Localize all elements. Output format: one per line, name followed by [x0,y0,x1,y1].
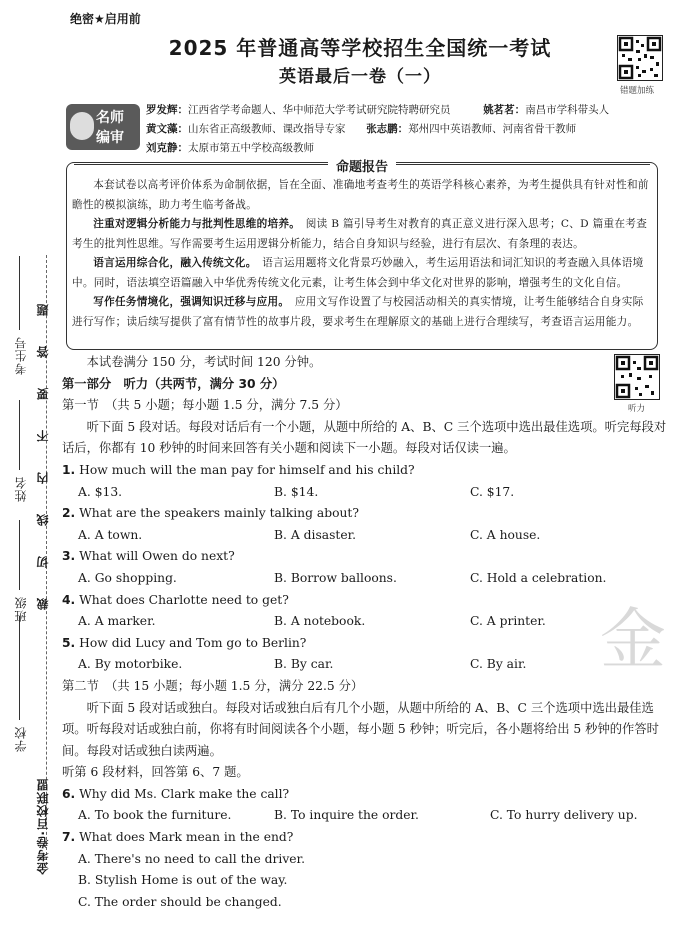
option-a[interactable]: A. A marker. [78,614,156,629]
option-c[interactable]: C. By air. [470,657,527,672]
option-c[interactable]: C. To hurry delivery up. [490,808,638,823]
option-a[interactable]: A. By motorbike. [78,657,183,672]
question-options [62,611,672,633]
warning-char: 内 [36,472,50,484]
report-paragraph: 语言运用综合化，融入传统文化。 语言运用题将文化背景巧妙融入，考生运用语法和词汇知识的考查融入具体语境中。同时，语法填空语篇融入中华优秀传统文化元素，让考生体会到中华文化对世界的影响，增强考生的文化自信。 [72,257,644,289]
option-b[interactable]: B. To inquire the order. [274,808,419,823]
class-label: 班级 [14,596,28,622]
warning-char: 答 [36,346,50,358]
option-b[interactable]: B. $14. [274,484,319,499]
option-c[interactable]: C. A house. [470,527,541,542]
class-blank [19,520,20,590]
warning-char: 不 [36,430,50,442]
question: 1. How much will the man pay for himself and his child? [62,462,415,477]
question: 5. How did Lucy and Tom go to Berlin? [62,635,307,650]
editor-row: 罗发辉：江西省学考命题人、华中师范大学考试研究院特聘研究员 姚茗茗：南昌市学科带头人 [146,104,610,116]
name-label: 姓名 [14,476,28,502]
question-options [62,568,672,590]
teacher-icon [70,112,94,140]
segment-note: 听第 6 段材料，回答第 6、7 题。 [62,765,249,780]
section-directions: 听下面 5 段对话或独白。每段对话或独白后有几个小题，从题中所给的 A、B、C 三个选项中选出最佳选项。听每段对话或独白前，你将有时间阅读各个小题，每小题 5 秒钟；听完后，各小题将给出 5 秒钟的作答时间。每段对话或独白读两遍。 [62,700,659,758]
name-blank [19,400,20,470]
option-a[interactable]: A. $13. [78,484,123,499]
exam-info: 本试卷满分 150 分，考试时间 120 分钟。 [86,355,322,369]
option-a[interactable]: A. To book the furniture. [78,808,232,823]
page-title: 2025 年普通高等学校招生全国统一考试 [168,36,552,60]
report-paragraph: 写作任务情境化，强调知识迁移与应用。 应用文写作设置了与校园活动相关的真实情境，让考生能够结合自身实际进行写作；读后续写提供了富有情节性的故事片段，要求考生在理解原文的基础上进行合理续写，考查语言运用能力。 [72,296,644,328]
editor-list [146,101,656,158]
question: 4. What does Charlotte need to get? [62,592,289,607]
question-options [62,525,672,547]
school-label: 学校 [14,726,28,752]
editor-row: 刘克静：太原市第五中学校高级教师 [146,142,314,154]
badge-line1: 名师 [96,110,124,126]
option-b[interactable]: B. A disaster. [274,527,357,542]
report-paragraph: 注重对逻辑分析能力与批判性思维的培养。 阅读 B 篇引导考生对教育的真正意义进行深入思考；C、D 篇重在考查考生的批判性思维。写作需要考生运用逻辑分析能力，结合自身知识与经验，进行有层次、有条理的表达。 [72,218,648,250]
question-options [62,654,672,676]
option-b[interactable]: B. Stylish Home is out of the way. [78,873,288,888]
editor-row: 黄文藻：山东省正高级教师、课改指导专家 张志鹏：郑州四中英语教师、河南省骨干教师 [146,123,577,135]
section-heading: 第二节 （共 15 小题；每小题 1.5 分，满分 22.5 分） [62,678,364,693]
option-c[interactable]: C. The order should be changed. [78,894,282,909]
binding-margin [0,0,62,925]
report-intro: 本套试卷以高考评价体系为命制依据，旨在全面、准确地考查考生的英语学科核心素养，为考生提供具有针对性和前瞻性的模拟演练，助力考生临考备战。 [72,179,649,211]
warning-char: 要 [36,388,50,400]
question: 7. What does Mark mean in the end? [62,830,294,845]
option-a[interactable]: A. There's no need to call the driver. [78,851,305,866]
option-b[interactable]: B. By car. [274,657,334,672]
listening-caption: 听力 [628,404,646,414]
exam-content [62,352,672,913]
question-options [62,482,672,504]
section-heading: 第一节 （共 5 小题；每小题 1.5 分，满分 7.5 分） [62,398,348,413]
report-body [72,176,654,332]
question: 2. What are the speakers mainly talking about? [62,506,359,521]
question-options [62,805,672,827]
option-a[interactable]: A. A town. [78,527,143,542]
watermark-logo: 金 [600,601,666,678]
qr-code-icon[interactable] [617,35,663,81]
id-label: 考生号 [14,336,28,375]
qr-caption: 错题加练 [620,86,655,96]
report-title: 命题报告 [328,156,396,175]
warning-char: 题 [36,304,50,316]
warning-char: 切 [36,556,50,568]
warning-char: 裁 [36,598,50,610]
option-c[interactable]: C. $17. [470,484,515,499]
option-a[interactable]: A. Go shopping. [78,570,177,585]
school-blank [19,616,20,720]
warning-char: 线 [36,514,50,526]
page-subtitle: 英语最后一卷（一） [279,67,441,87]
editor-badge [66,104,140,150]
confidential-label: 绝密★启用前 [70,12,141,26]
question: 6. Why did Ms. Clark make the call? [62,786,290,801]
badge-line2: 编审 [96,130,124,146]
option-c[interactable]: C. A printer. [470,614,546,629]
id-blank [19,256,20,330]
report-rule [396,164,650,165]
union-label: 金考卷·百校联盟 [36,778,50,875]
option-b[interactable]: B. Borrow balloons. [274,570,397,585]
part-heading: 第一部分 听力（共两节，满分 30 分） [62,376,285,391]
section-directions: 听下面 5 段对话。每段对话后有一个小题，从题中所给的 A、B、C 三个选项中选出最佳选项。听完每段对话后，你都有 10 秒钟的时间来回答有关小题和阅读下一小题。每段对话仅读一遍。 [62,419,667,456]
option-c[interactable]: C. Hold a celebration. [470,570,607,585]
option-b[interactable]: B. A notebook. [274,614,366,629]
question: 3. What will Owen do next? [62,549,235,564]
report-rule [74,164,328,165]
